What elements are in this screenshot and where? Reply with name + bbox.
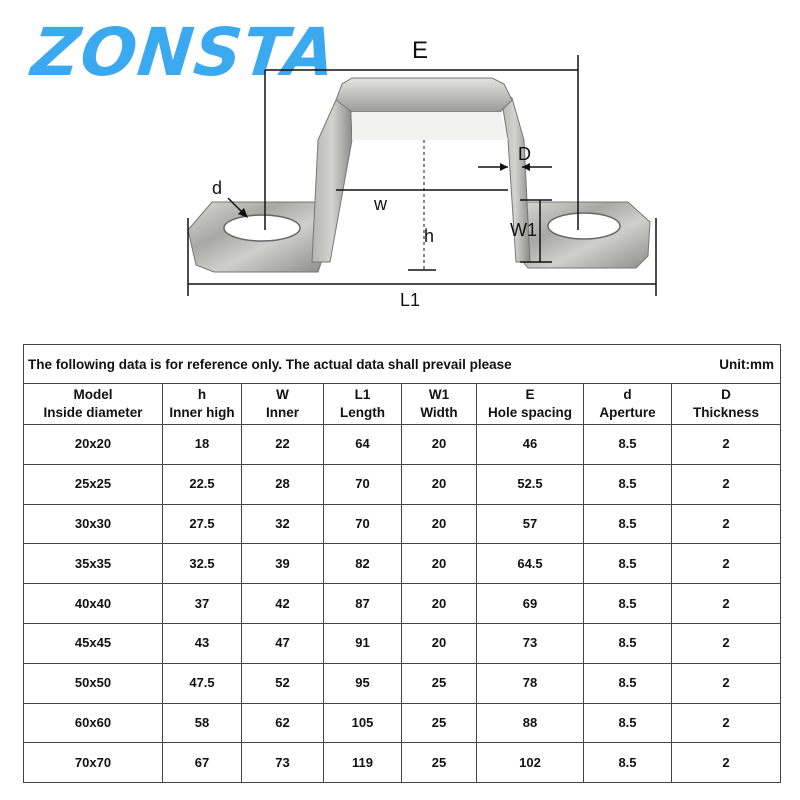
table-row: [24, 584, 781, 624]
column-header-label: Inside diameter: [43, 405, 143, 420]
caption-row: [24, 345, 781, 384]
table-row: [24, 743, 781, 783]
label-E: E: [412, 37, 429, 64]
column-header-symbol: h: [197, 387, 207, 402]
label-D: D: [518, 144, 531, 164]
table-cell: 2: [672, 425, 781, 465]
label-h: h: [424, 226, 435, 246]
table-cell: 25: [402, 703, 477, 743]
column-header-symbol: d: [623, 387, 632, 402]
table-cell: 2: [672, 544, 781, 584]
table-row: [24, 623, 781, 663]
table-cell: 70: [324, 504, 402, 544]
column-header-label: Length: [340, 405, 385, 420]
table-cell: 18: [163, 425, 242, 465]
table-row: [24, 425, 781, 465]
table-cell: 87: [324, 584, 402, 624]
column-header: [584, 384, 672, 425]
table-cell: 40x40: [24, 584, 163, 624]
table-row: [24, 544, 781, 584]
table-cell: 73: [242, 743, 324, 783]
column-header-label: Hole spacing: [487, 405, 573, 420]
table-cell: 20: [402, 584, 477, 624]
column-header-symbol: L1: [354, 387, 371, 402]
table-cell: 52: [242, 663, 324, 703]
column-header-label: Width: [420, 405, 458, 420]
table-cell: 64: [324, 425, 402, 465]
table-cell: 58: [163, 703, 242, 743]
table-cell: 64.5: [477, 544, 584, 584]
table-cell: 37: [163, 584, 242, 624]
table-cell: 43: [163, 623, 242, 663]
table-cell: 2: [672, 663, 781, 703]
table-cell: 52.5: [477, 464, 584, 504]
table-row: [24, 663, 781, 703]
table-cell: 20: [402, 464, 477, 504]
column-header: [163, 384, 242, 425]
table-cell: 8.5: [584, 703, 672, 743]
table-cell: 25: [402, 743, 477, 783]
label-W1: W1: [510, 220, 537, 240]
table-cell: 70: [324, 464, 402, 504]
table-cell: 67: [163, 743, 242, 783]
table-cell: 82: [324, 544, 402, 584]
column-header: [402, 384, 477, 425]
unit-label: Unit:mm: [719, 357, 774, 372]
table-cell: 2: [672, 743, 781, 783]
table-cell: 35x35: [24, 544, 163, 584]
spec-table: [23, 344, 781, 783]
table-cell: 62: [242, 703, 324, 743]
column-header-label: Inner high: [169, 405, 235, 420]
column-header-symbol: E: [525, 387, 535, 402]
table-cell: 32: [242, 504, 324, 544]
column-header: [672, 384, 781, 425]
column-header-label: Thickness: [692, 405, 760, 420]
bracket-diagram: [0, 0, 800, 330]
table-cell: 20: [402, 504, 477, 544]
table-cell: 25x25: [24, 464, 163, 504]
header-row: [24, 384, 781, 425]
column-header: [242, 384, 324, 425]
table-cell: 47.5: [163, 663, 242, 703]
table-cell: 20x20: [24, 425, 163, 465]
table-cell: 2: [672, 623, 781, 663]
brand-logo: ZONSTA: [28, 14, 340, 91]
table-cell: 20: [402, 425, 477, 465]
table-cell: 2: [672, 703, 781, 743]
table-cell: 78: [477, 663, 584, 703]
table-cell: 69: [477, 584, 584, 624]
table-cell: 39: [242, 544, 324, 584]
table-cell: 2: [672, 464, 781, 504]
table-cell: 8.5: [584, 623, 672, 663]
column-header: [477, 384, 584, 425]
column-header-symbol: W: [276, 387, 289, 402]
table-cell: 47: [242, 623, 324, 663]
table-cell: 42: [242, 584, 324, 624]
table-row: [24, 504, 781, 544]
column-header-symbol: D: [721, 387, 731, 402]
table-cell: 50x50: [24, 663, 163, 703]
table-cell: 30x30: [24, 504, 163, 544]
table-cell: 95: [324, 663, 402, 703]
table-cell: 88: [477, 703, 584, 743]
table-cell: 32.5: [163, 544, 242, 584]
column-header: [324, 384, 402, 425]
table-cell: 8.5: [584, 504, 672, 544]
table-row: [24, 464, 781, 504]
table-cell: 45x45: [24, 623, 163, 663]
table-cell: 8.5: [584, 544, 672, 584]
label-L1: L1: [400, 290, 421, 310]
table-cell: 8.5: [584, 425, 672, 465]
table-cell: 119: [324, 743, 402, 783]
table-cell: 57: [477, 504, 584, 544]
table-cell: 8.5: [584, 743, 672, 783]
table-cell: 8.5: [584, 663, 672, 703]
table-cell: 28: [242, 464, 324, 504]
table-row: [24, 703, 781, 743]
column-header-label: Aperture: [599, 405, 656, 420]
column-header: [24, 384, 163, 425]
bracket-part: [188, 78, 650, 272]
table-cell: 91: [324, 623, 402, 663]
table-cell: 2: [672, 584, 781, 624]
table-cell: 105: [324, 703, 402, 743]
column-header-symbol: W1: [428, 387, 450, 402]
label-w: w: [374, 194, 387, 214]
table-cell: 8.5: [584, 584, 672, 624]
table-caption: The following data is for reference only. The actual data shall prevail please: [28, 357, 512, 372]
table-cell: 46: [477, 425, 584, 465]
table-cell: 25: [402, 663, 477, 703]
table-cell: 20: [402, 623, 477, 663]
table-cell: 27.5: [163, 504, 242, 544]
table-cell: 102: [477, 743, 584, 783]
table-cell: 60x60: [24, 703, 163, 743]
table-cell: 73: [477, 623, 584, 663]
column-header-label: Inner: [265, 405, 299, 420]
table-cell: 22: [242, 425, 324, 465]
table-cell: 22.5: [163, 464, 242, 504]
table-cell: 8.5: [584, 464, 672, 504]
column-header-symbol: Model: [73, 387, 113, 402]
table-cell: 2: [672, 504, 781, 544]
table-cell: 20: [402, 544, 477, 584]
table-cell: 70x70: [24, 743, 163, 783]
label-d: d: [212, 178, 223, 198]
